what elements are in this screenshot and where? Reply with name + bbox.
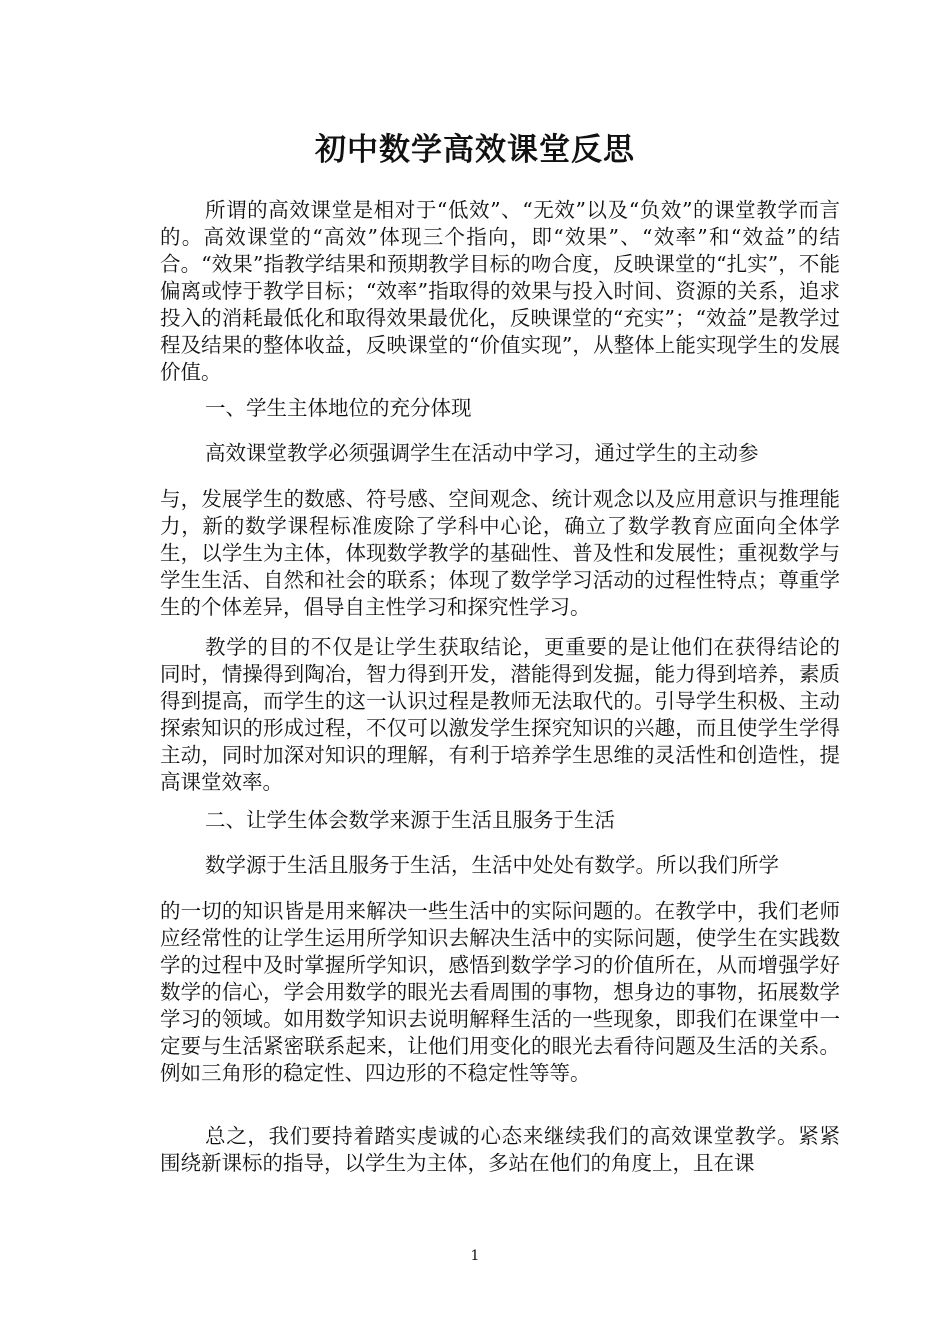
section-2-paragraph-continued: 的一切的知识皆是用来解决一些生活中的实际问题的。在教学中，我们老师应经常性的让学生运用所学知识去解决生活中的实际问题，使学生在实践数学的过程中及时掌握所学知识，感悟到数学学习的价值所在，从而增强学好数学的信心，学会用数学的眼光去看周围的事物，想身边的事物，拓展数学学习的领域。如用数学知识去说明解释生活的一些现象，即我们在课堂中一定要与生活紧密联系起来，让他们用变化的眼光去看待问题及生活的关系。例如三角形的稳定性、四边形的不稳定性等等。 — [160, 899, 840, 1085]
section-2-paragraph-start: 数学源于生活且服务于生活，生活中处处有数学。所以我们所学 — [205, 853, 779, 877]
section-1-paragraph-continued: 与，发展学生的数感、符号感、空间观念、统计观念以及应用意识与推理能力，新的数学课程标准废除了学科中心论，确立了数学教育应面向全体学生，以学生为主体，体现数学教学的基础性、普及性和发展性；重视数学与学生生活、自然和社会的联系；体现了数学学习活动的过程性特点；尊重学生的个体差异，倡导自主性学习和探究性学习。 — [160, 487, 840, 619]
section-1-paragraph-2: 教学的目的不仅是让学生获取结论，更重要的是让他们在获得结论的同时，情操得到陶冶，智力得到开发，潜能得到发掘，能力得到培养，素质得到提高，而学生的这一认识过程是教师无法取代的。引导学生积极、主动探索知识的形成过程，不仅可以激发学生探究知识的兴趣，而且使学生学得主动，同时加深对知识的理解，有利于培养学生思维的灵活性和创造性，提高课堂效率。 — [160, 635, 840, 794]
intro-paragraph: 所谓的高效课堂是相对于“低效”、“无效”以及“负效”的课堂教学而言的。高效课堂的“高效”体现三个指向，即“效果”、“效率”和“效益”的结合。“效果”指教学结果和预期教学目标的吻合度，反映课堂的“扎实”，不能偏离或悖于教学目标；“效率”指取得的效果与投入时间、资源的关系，追求投入的消耗最低化和取得效果最优化，反映课堂的“充实”；“效益”是教学过程及结果的整体收益，反映课堂的“价值实现”，从整体上能实现学生的发展价值。 — [160, 198, 840, 384]
page-number: 1 — [470, 1248, 480, 1264]
conclusion-paragraph: 总之，我们要持着踏实虔诚的心态来继续我们的高效课堂教学。紧紧围绕新课标的指导，以学生为主体，多站在他们的角度上，且在课 — [160, 1124, 840, 1175]
section-1-paragraph-start: 高效课堂教学必须强调学生在活动中学习，通过学生的主动参 — [205, 441, 759, 465]
document-title: 初中数学高效课堂反思 — [315, 132, 635, 168]
section-heading-1: 一、学生主体地位的充分体现 — [205, 396, 472, 420]
section-heading-2: 二、让学生体会数学来源于生活且服务于生活 — [205, 808, 615, 832]
